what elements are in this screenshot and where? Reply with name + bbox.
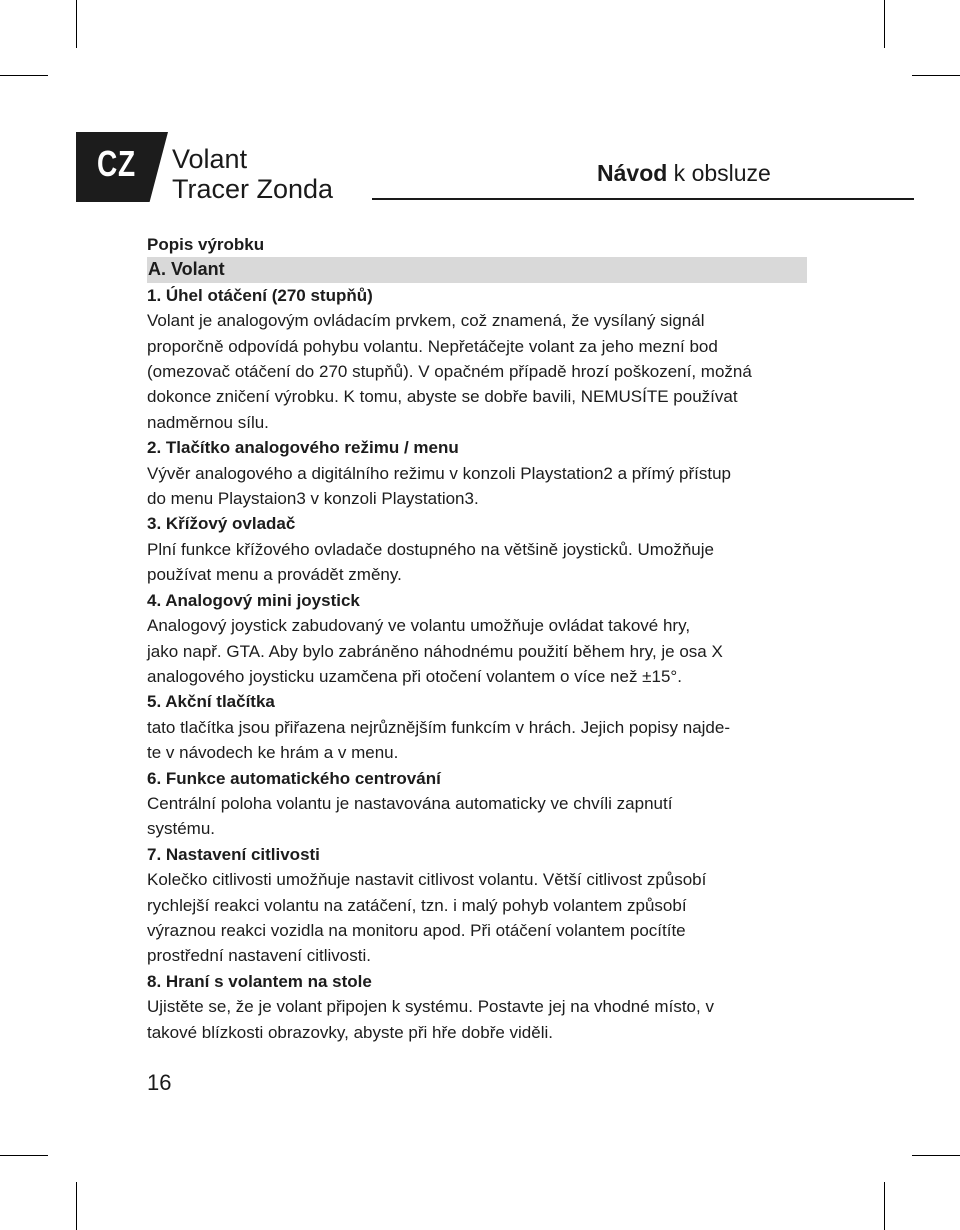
header-rule — [372, 198, 914, 200]
item-text-line: proporčně odpovídá pohybu volantu. Nepřetáčejte volant za jeho mezní bod — [147, 336, 718, 356]
item-text-line: jako např. GTA. Aby bylo zabráněno náhodnému použití během hry, je osa X — [147, 641, 723, 661]
item-text-line: Volant je analogovým ovládacím prvkem, což znamená, že vysílaný signál — [147, 311, 705, 331]
item-text-line: systému. — [147, 819, 216, 839]
item-title: 1. Úhel otáčení (270 stupňů) — [147, 285, 373, 305]
crop-mark-bottom-right — [884, 1182, 885, 1230]
item-text-line: do menu Playstaion3 v konzoli Playstation3. — [147, 489, 479, 509]
item-list — [147, 283, 807, 1045]
list-item — [147, 588, 807, 690]
crop-mark-right-bottom — [912, 1155, 960, 1156]
item-text-line: výraznou reakci vozidla na monitoru apod. Při otáčení volantem pocítíte — [147, 920, 686, 940]
manual-title-rest: k obsluze — [667, 160, 771, 186]
item-text-line: te v návodech ke hrám a v menu. — [147, 743, 399, 763]
item-title: 3. Křížový ovladač — [147, 514, 296, 534]
list-item — [147, 511, 807, 587]
item-text-line: používat menu a provádět změny. — [147, 565, 402, 585]
item-text-line: Vývěr analogového a digitálního režimu v konzoli Playstation2 a přímý přístup — [147, 463, 731, 483]
subsection-bar: A. Volant — [147, 257, 807, 282]
list-item — [147, 689, 807, 765]
item-text-line: nadměrnou sílu. — [147, 412, 269, 432]
product-name-line-1: Volant — [172, 144, 248, 174]
item-text-line: prostřední nastavení citlivosti. — [147, 946, 371, 966]
item-text-line: Kolečko citlivosti umožňuje nastavit citlivost volantu. Větší citlivost způsobí — [147, 870, 707, 890]
section-heading: Popis výrobku — [147, 235, 265, 254]
list-item — [147, 842, 807, 969]
document-body — [147, 232, 807, 1045]
crop-mark-right-top — [912, 75, 960, 76]
manual-title-bold: Návod — [597, 160, 668, 186]
crop-mark-left-bottom — [0, 1155, 48, 1156]
language-code: CZ — [97, 143, 136, 184]
crop-mark-top-right — [884, 0, 885, 48]
item-text-line: tato tlačítka jsou přiřazena nejrůznějším funkcím v hrách. Jejich popisy najde- — [147, 717, 730, 737]
crop-mark-top-left — [76, 0, 77, 48]
list-item — [147, 766, 807, 842]
item-text-line: dokonce zničení výrobku. K tomu, abyste se dobře bavili, NEMUSÍTE používat — [147, 387, 738, 407]
crop-mark-bottom-left — [76, 1182, 77, 1230]
item-text-line: Ujistěte se, že je volant připojen k systému. Postavte jej na vhodné místo, v — [147, 997, 714, 1017]
item-title: 2. Tlačítko analogového režimu / menu — [147, 438, 459, 458]
page-number: 16 — [147, 1070, 172, 1095]
item-title: 7. Nastavení citlivosti — [147, 844, 320, 864]
item-text-line: Plní funkce křížového ovladače dostupného na většině joysticků. Umožňuje — [147, 539, 714, 559]
item-text-line: rychlejší reakci volantu na zatáčení, tzn. i malý pohyb volantem způsobí — [147, 895, 687, 915]
item-text-line: takové blízkosti obrazovky, abyste při hře dobře viděli. — [147, 1022, 553, 1042]
product-name — [172, 144, 333, 204]
item-text-line: analogového joysticku uzamčena při otočení volantem o více než ±15°. — [147, 666, 682, 686]
item-text-line: Centrální poloha volantu je nastavována automaticky ve chvíli zapnutí — [147, 793, 673, 813]
item-title: 5. Akční tlačítka — [147, 692, 275, 712]
item-title: 8. Hraní s volantem na stole — [147, 971, 372, 991]
list-item — [147, 283, 807, 435]
list-item — [147, 969, 807, 1045]
product-name-line-2: Tracer Zonda — [172, 174, 334, 204]
item-title: 6. Funkce automatického centrování — [147, 768, 441, 788]
list-item — [147, 435, 807, 511]
manual-title — [597, 160, 771, 187]
crop-mark-left-top — [0, 75, 48, 76]
item-text-line: Analogový joystick zabudovaný ve volantu umožňuje ovládat takové hry, — [147, 616, 691, 636]
item-text-line: (omezovač otáčení do 270 stupňů). V opačném případě hrozí poškození, možná — [147, 362, 752, 382]
item-title: 4. Analogový mini joystick — [147, 590, 360, 610]
